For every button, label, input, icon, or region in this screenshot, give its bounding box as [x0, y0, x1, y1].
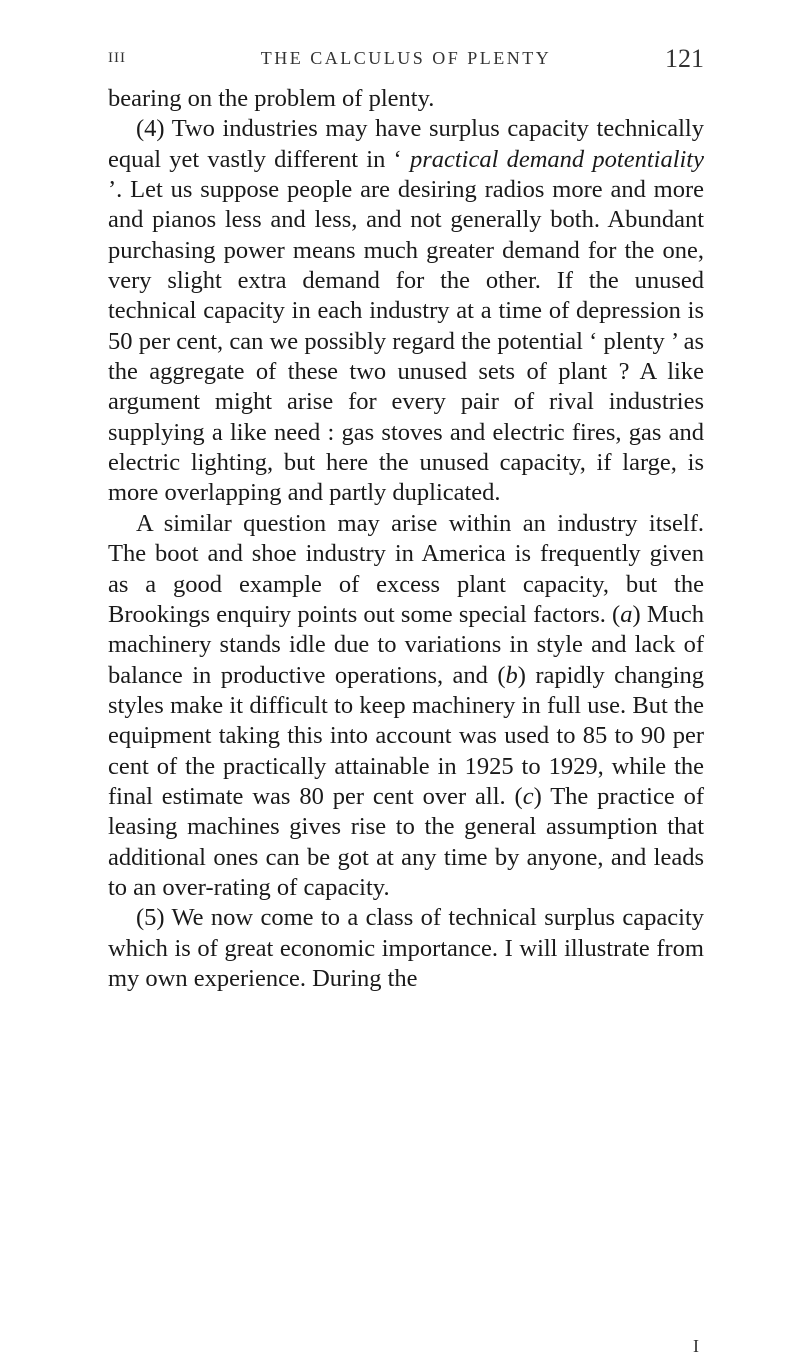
- italic-text: c: [522, 782, 534, 810]
- paragraph: [108, 84, 704, 114]
- signature-mark: I: [693, 1336, 699, 1356]
- text-run: (4) Two industries may have surplus capacity technically equal yet vastly different in ‘: [108, 115, 704, 173]
- paragraph: [108, 903, 704, 994]
- page-number: 121: [665, 44, 704, 73]
- italic-text: b: [505, 661, 518, 689]
- text-run: ) rapidly changing styles make it difficult to keep machinery in full use. But the equipment taking this into account was used to 85 to 90 per cent of the practically attainable in 1925 to 1929, while the final estimate was 80 per cent over all. (: [108, 661, 704, 810]
- paragraph: [108, 114, 704, 508]
- text-run: ) Much machinery stands idle due to variations in style and lack of balance in productive operations, and (: [108, 600, 704, 689]
- italic-text: a: [620, 600, 633, 628]
- paragraph: [108, 509, 704, 903]
- text-run: bearing on the problem of plenty.: [108, 85, 435, 112]
- italic-text: practical demand potentiality: [409, 145, 704, 173]
- text-run: (5) We now come to a class of technical surplus capacity which is of great economic importance. I will illustrate from my own experience. During the: [108, 904, 704, 992]
- text-run: A similar question may arise within an industry itself. The boot and shoe industry in America is frequently given as a good example of excess plant capacity, but the Brookings enquiry points out some special factors. (: [108, 509, 704, 628]
- running-head: [108, 42, 704, 78]
- chapter-number: III: [108, 50, 126, 66]
- body-text: [108, 84, 704, 994]
- text-run: ’. Let us suppose people are desiring radios more and more and pianos less and less, and not generally both. Abundant purchasing power means much greater demand for the one, very slight extra demand for the other. If the unused technical capacity in each industry at a time of depression is 50 per cent, can we possibly regard the potential ‘ plenty ’ as the aggregate of these two unused sets of plant ? A like argument might arise for every pair of rival industries supplying a like need : gas stoves and electric fires, gas and electric lighting, but here the unused capacity, if large, is more overlapping and partly duplicated.: [108, 176, 704, 507]
- running-title: THE CALCULUS OF PLENTY: [260, 48, 552, 68]
- text-run: ) The practice of leasing machines gives rise to the general assumption that additional ones can be got at any time by anyone, and leads to an over-rating of capacity.: [108, 782, 705, 901]
